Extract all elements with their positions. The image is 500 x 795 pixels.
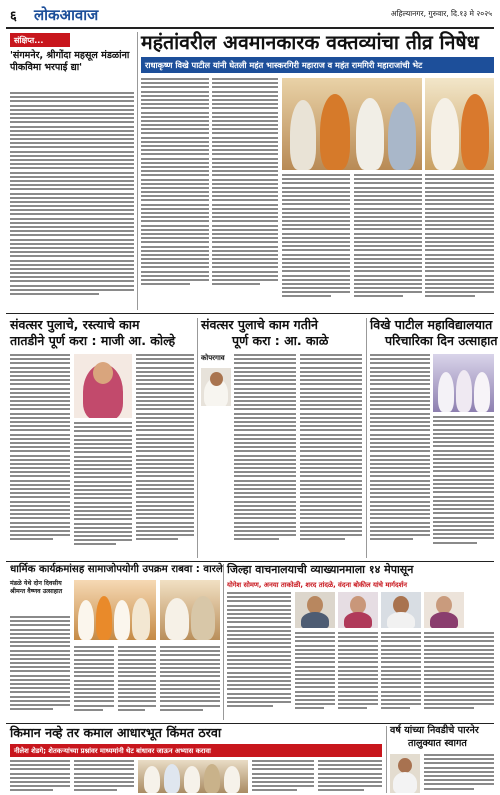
lead-body-col-3 <box>282 174 350 310</box>
kale-headline-1: संवत्सर पुलाचे काम गतीने <box>201 317 318 332</box>
person-figure <box>320 94 350 170</box>
dharmik-photo <box>74 580 156 640</box>
person-figure <box>164 764 180 793</box>
portrait-face <box>398 758 412 773</box>
kale-byline-text: कोपरगाव <box>201 354 225 362</box>
column-divider <box>366 318 367 558</box>
masthead <box>6 4 494 26</box>
person-figure <box>290 100 316 170</box>
lead-body-col-2 <box>212 78 278 310</box>
kale-headline-2: पूर्ण करा : आ. काळे <box>232 333 329 348</box>
kisan-subheadline-band <box>10 744 382 757</box>
speaker-portrait <box>338 592 378 628</box>
kisan-photo <box>138 760 248 793</box>
person-figure <box>224 766 240 793</box>
masthead-divider <box>6 27 494 29</box>
kale-body-col-2 <box>300 354 362 558</box>
person-figure <box>114 600 130 640</box>
kisan-body-col-4 <box>318 760 382 793</box>
lead-photo-right <box>425 78 494 170</box>
person-figure <box>184 766 200 793</box>
column-divider <box>137 32 138 310</box>
portrait-figure <box>393 772 417 793</box>
person-figure <box>132 598 150 640</box>
taluka-headline-2: तालुक्यात स्वागत <box>408 738 467 749</box>
lead-headline: महंतांवरील अवमानकारक वक्तव्यांचा तीव्र निषेध <box>141 31 479 54</box>
kolhe-body-col-2 <box>74 422 132 558</box>
kale-portrait <box>201 368 231 406</box>
column-divider <box>197 318 198 558</box>
person-figure <box>191 596 215 640</box>
person-figure <box>204 764 220 793</box>
lead-body-col-1 <box>141 78 209 310</box>
portrait-face <box>93 362 113 384</box>
taluka-body-col-1 <box>424 754 494 793</box>
kisan-body-col-1 <box>10 760 70 793</box>
sidebar-headline: 'संगमनेर, श्रीगोंदा महसूल मंडळांना पीकविमा भरपाई द्या' <box>10 50 130 73</box>
portrait-face <box>210 372 223 386</box>
vikhe-body-col-2 <box>433 416 494 558</box>
person-figure <box>461 94 489 170</box>
speaker-portrait <box>295 592 335 628</box>
library-body-col-5 <box>424 632 494 720</box>
dharmik-teaser <box>10 580 70 597</box>
kisan-headline: किमान नव्हे तर कमाल आधारभूत किंमत ठरवा <box>10 725 222 740</box>
taluka-portrait <box>390 754 420 793</box>
page-number: ६ <box>10 9 17 24</box>
section-divider <box>6 313 494 314</box>
sidebar-body-text <box>10 92 134 310</box>
vikhe-headline-2: परिचारिका दिन उत्साहात <box>385 333 498 348</box>
sidebar-label <box>10 33 70 47</box>
person-figure <box>456 370 472 412</box>
dharmik-headline: धार्मिक कार्यक्रमांसह सामाजोपयोगी उपक्रम राबवा : वारले <box>10 564 223 575</box>
sidebar-label-text: संक्षिप्त... <box>14 36 44 45</box>
kolhe-body-col-3 <box>136 354 194 558</box>
library-body-col-3 <box>338 632 378 720</box>
kisan-body-col-3 <box>252 760 314 793</box>
speaker-portrait <box>381 592 421 628</box>
kisan-subheadline: नीलेश शेडगे; शेतकऱ्यांच्या प्रश्नांवर माध्यमांनी थेट बांधावर जाऊन अभ्यास करावा <box>14 747 211 755</box>
paper-name: लोकआवाज <box>34 6 99 24</box>
issue-date: अहिल्यानगर, गुरुवार, दि.१३ मे २०२५ <box>390 9 492 18</box>
portrait-figure <box>387 612 415 628</box>
section-divider <box>6 723 494 724</box>
library-body-col-1 <box>227 592 291 720</box>
vikhe-headline-1: विखे पाटील महाविद्यालयात <box>370 317 493 332</box>
library-headline: जिल्हा वाचनालयाची व्याख्यानमाला १४ मेपासून <box>227 563 414 576</box>
portrait-figure <box>301 612 329 628</box>
library-body-col-2 <box>295 632 335 720</box>
lead-body-col-5 <box>425 174 494 310</box>
lead-body-col-4 <box>354 174 422 310</box>
person-figure <box>431 98 459 170</box>
person-figure <box>78 600 94 640</box>
person-figure <box>96 596 112 640</box>
person-figure <box>165 598 189 640</box>
library-subheadline: योगेश सोमण, अनया ताकोळी, शरद तांदळे, वंदना बोकील यांचे मार्गदर्शन <box>227 581 407 589</box>
kolhe-portrait <box>74 354 132 418</box>
person-figure <box>144 766 160 793</box>
portrait-figure <box>344 612 372 628</box>
taluka-headline-1: वर्ष यांच्या निवडीचे पारनेर <box>390 725 479 736</box>
portrait-figure <box>430 612 458 628</box>
section-divider <box>6 561 494 562</box>
dharmik-body-col-4 <box>160 646 220 720</box>
vikhe-photo <box>433 354 494 412</box>
library-body-col-4 <box>381 632 421 720</box>
kolhe-headline-1: संवत्सर पुलाचे, रस्त्याचे काम <box>10 317 140 332</box>
lead-subheadline-band <box>141 57 494 73</box>
dharmik-body-col-2 <box>74 646 114 720</box>
person-figure <box>474 372 490 412</box>
column-divider <box>386 726 387 793</box>
kolhe-body-col-1 <box>10 354 70 558</box>
person-figure <box>388 102 416 170</box>
kolhe-headline-2: तातडीने पूर्ण करा : माजी आ. कोल्हे <box>10 333 176 348</box>
vikhe-body-col-1 <box>370 354 430 558</box>
column-divider <box>223 564 224 720</box>
kale-body-col-1 <box>234 354 296 558</box>
person-figure <box>438 372 454 412</box>
lead-photo-group <box>282 78 422 170</box>
dharmik-body-col-1 <box>10 616 70 720</box>
person-figure <box>356 98 384 170</box>
dharmik-body-col-3 <box>118 646 156 720</box>
dharmik-photo-2 <box>160 580 220 640</box>
lead-subheadline: राधाकृष्ण विखे पाटील यांनी घेतली महंत भास्करगिरी महाराज व महंत रामगिरी महाराजांची भेट <box>145 60 423 70</box>
speaker-portrait <box>424 592 464 628</box>
dharmik-teaser-text: मंडळे येथे दोन दिवसीय श्रीमन्त वैष्णव उत्साहात <box>10 580 63 596</box>
kisan-body-col-2 <box>74 760 134 793</box>
